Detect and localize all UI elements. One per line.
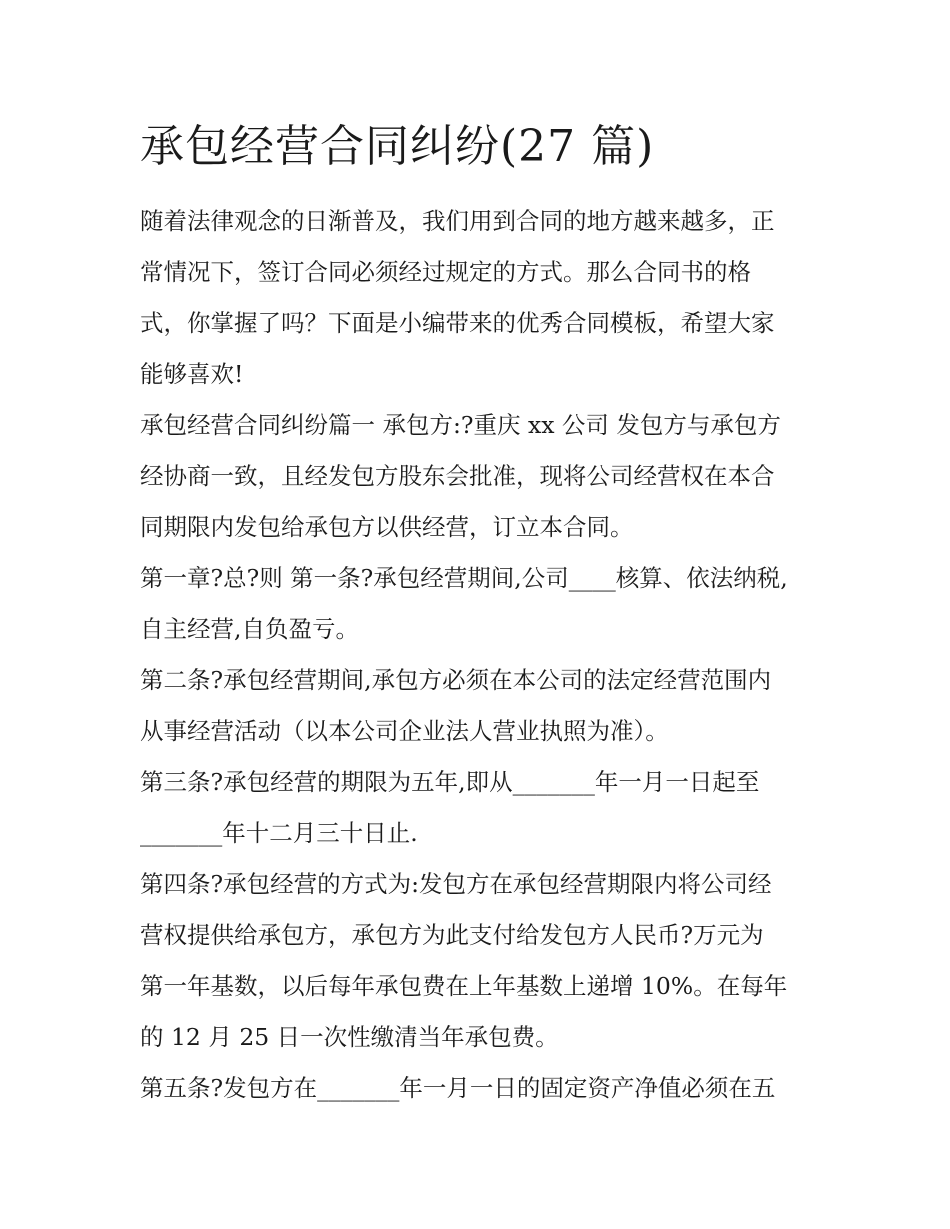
body-line: 同期限内发包给承包方以供经营，订立本合同。	[140, 513, 634, 541]
body-line: 营权提供给承包方，承包方为此支付给发包方人民币?万元为	[140, 921, 764, 949]
body-line: 常情况下，签订合同必须经过规定的方式。那么合同书的格	[140, 258, 751, 286]
body-line: 的 12 月 25 日一次性缴清当年承包费。	[140, 1023, 559, 1051]
body-line: _______年十二月三十日止.	[140, 819, 418, 847]
body-line: 式，你掌握了吗？下面是小编带来的优秀合同模板，希望大家	[140, 309, 775, 337]
document-title: 承包经营合同纠纷(27 篇)	[140, 121, 655, 172]
body-line: 自主经营,自负盈亏。	[140, 615, 359, 643]
body-line: 第一年基数，以后每年承包费在上年基数上递增 10%。在每年	[140, 972, 788, 1000]
body-line: 第五条?发包方在_______年一月一日的固定资产净值必须在五	[140, 1074, 776, 1102]
body-line: 第一章?总?则 第一条?承包经营期间,公司____核算、依法纳税,	[140, 564, 788, 592]
body-line: 第三条?承包经营的期限为五年,即从_______年一月一日起至	[140, 768, 760, 796]
body-line: 随着法律观念的日渐普及，我们用到合同的地方越来越多，正	[140, 207, 775, 235]
body-line: 第四条?承包经营的方式为:发包方在承包经营期限内将公司经	[140, 870, 772, 898]
body-line: 第二条?承包经营期间,承包方必须在本公司的法定经营范围内	[140, 666, 772, 694]
body-line: 经协商一致，且经发包方股东会批准，现将公司经营权在本合	[140, 462, 775, 490]
body-line: 能够喜欢!	[140, 360, 244, 388]
body-line: 从事经营活动（以本公司企业法人营业执照为准）。	[140, 717, 669, 745]
document-body	[140, 196, 820, 1114]
body-line: 承包经营合同纠纷篇一 承包方:?重庆 xx 公司 发包方与承包方	[140, 411, 781, 439]
